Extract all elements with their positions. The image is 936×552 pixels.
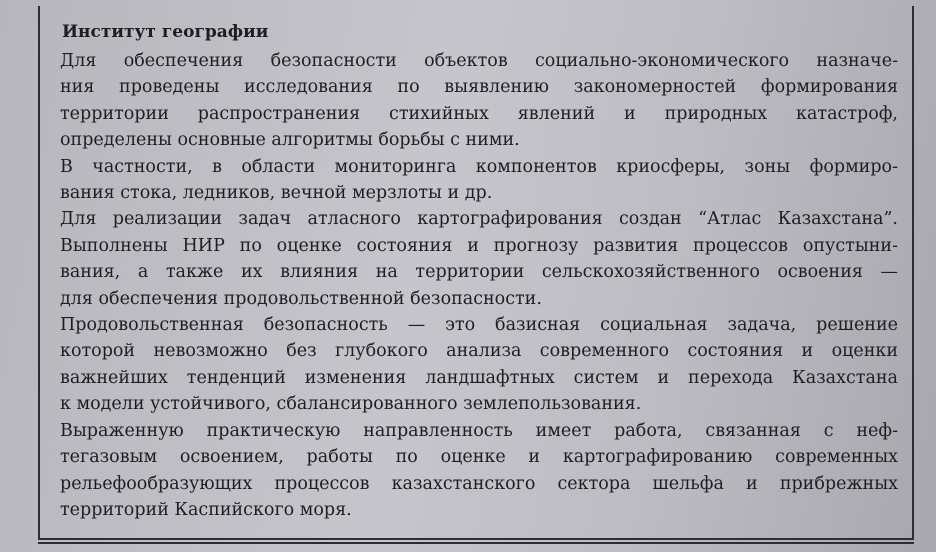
text-line: к модели устойчивого, сбалансированного землепользования.: [60, 394, 642, 415]
text-line: для обеспечения продовольственной безопасности.: [60, 288, 542, 309]
frame-bottom-rule: [38, 542, 914, 544]
text-line: вания, а также их влияния на территории сельскохозяйственного освоения —: [60, 262, 898, 283]
text-line: территорий Каспийского моря.: [60, 499, 352, 520]
text-line: территории распространения стихийных явлений и природных катастроф,: [60, 103, 898, 124]
text-line: В частности, в области мониторинга компонентов криосферы, зоны формиро-: [60, 156, 898, 177]
text-line: вания стока, ледников, вечной мерзлоты и др.: [60, 183, 493, 204]
text-line: тегазовым освоением, работы по оценке и картографированию современных: [60, 447, 898, 468]
document-body: [58, 20, 898, 523]
text-line: ния проведены исследования по выявлению закономерностей формирования: [60, 77, 898, 98]
text-line: Для обеспечения безопасности объектов социально-экономического назначе-: [60, 51, 898, 71]
text-line: определены основные алгоритмы борьбы с ними.: [60, 130, 520, 151]
text-line: Для реализации задач атласного картографирования создан “Атлас Казахстана”.: [60, 209, 898, 230]
text-line: которой невозможно без глубокого анализа современного состояния и оценки: [60, 341, 898, 362]
paragraph-lines: [58, 48, 898, 523]
text-line: рельефообразующих процессов казахстанского сектора шельфа и прибрежных: [60, 473, 898, 494]
section-heading: Институт географии: [62, 22, 269, 42]
text-line: важнейших тенденций изменения ландшафтных систем и перехода Казахстана: [60, 367, 898, 388]
text-line: Выраженную практическую направленность имеет работа, связанная с неф-: [60, 420, 898, 441]
text-line: Выполнены НИР по оценке состояния и прогнозу развития процессов опустыни-: [60, 235, 898, 256]
text-line: Продовольственная безопасность — это базисная социальная задача, решение: [60, 315, 898, 336]
